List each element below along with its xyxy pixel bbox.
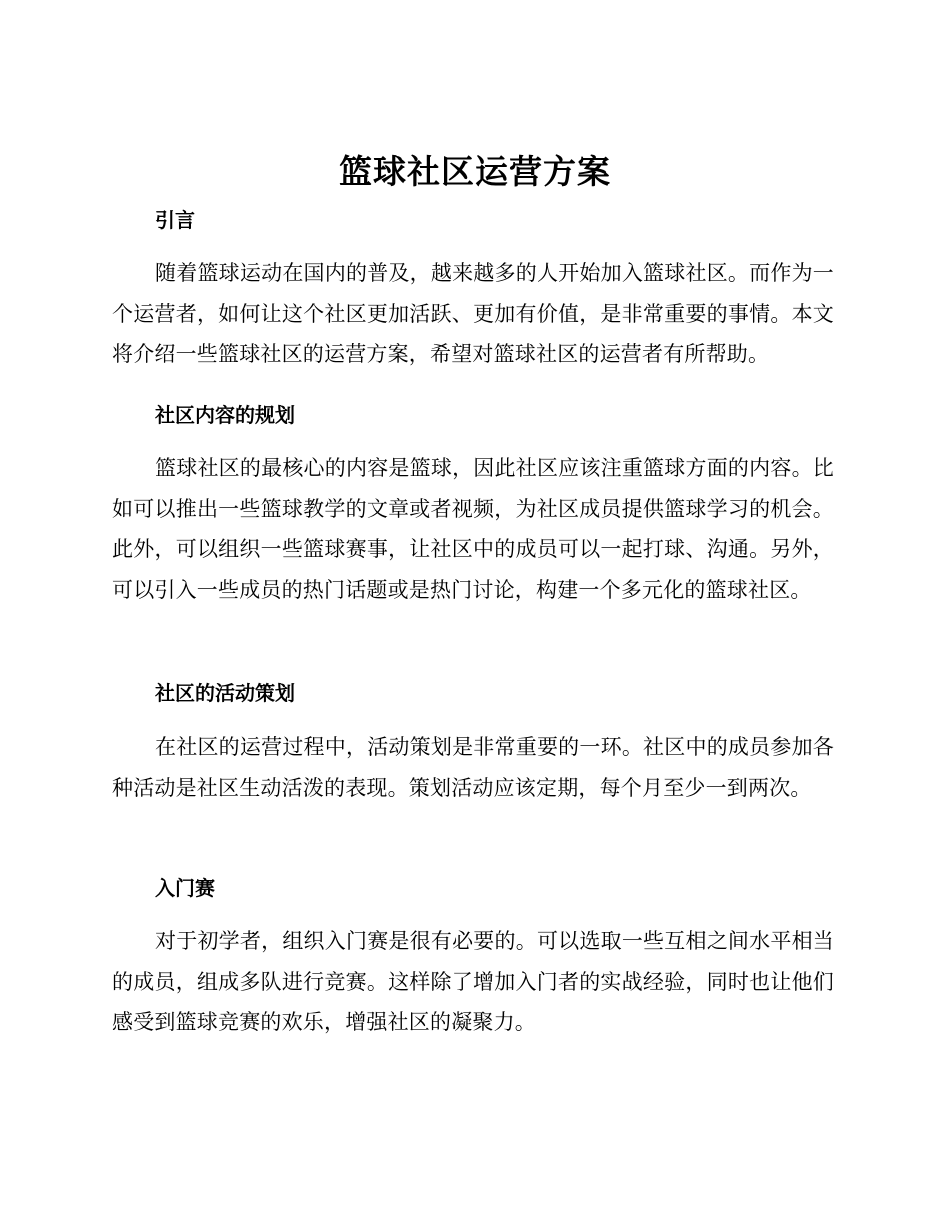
section-body-content-planning: 篮球社区的最核心的内容是篮球，因此社区应该注重篮球方面的内容。比如可以推出一些篮球教学的文章或者视频，为社区成员提供篮球学习的机会。此外，可以组织一些篮球赛事，让社区中的成员可以一起打球、沟通。另外，可以引入一些成员的热门话题或是热门讨论，构建一个多元化的篮球社区。: [112, 456, 834, 602]
section-heading-introduction: 引言: [155, 208, 195, 232]
section-heading-content-planning: 社区内容的规划: [155, 403, 295, 427]
section-body-introduction: 随着篮球运动在国内的普及，越来越多的人开始加入篮球社区。而作为一个运营者，如何让这个社区更加活跃、更加有价值，是非常重要的事情。本文将介绍一些篮球社区的运营方案，希望对篮球社区的运营者有所帮助。: [112, 261, 834, 366]
document-title: 篮球社区运营方案: [339, 152, 611, 191]
section-heading-activity-planning: 社区的活动策划: [155, 681, 295, 705]
section-body-activity-planning: 在社区的运营过程中，活动策划是非常重要的一环。社区中的成员参加各种活动是社区生动活泼的表现。策划活动应该定期，每个月至少一到两次。: [112, 735, 834, 800]
section-body-beginner-match: 对于初学者，组织入门赛是很有必要的。可以选取一些互相之间水平相当的成员，组成多队进行竞赛。这样除了增加入门者的实战经验，同时也让他们感受到篮球竞赛的欢乐，增强社区的凝聚力。: [112, 929, 834, 1034]
section-heading-beginner-match: 入门赛: [155, 876, 215, 900]
